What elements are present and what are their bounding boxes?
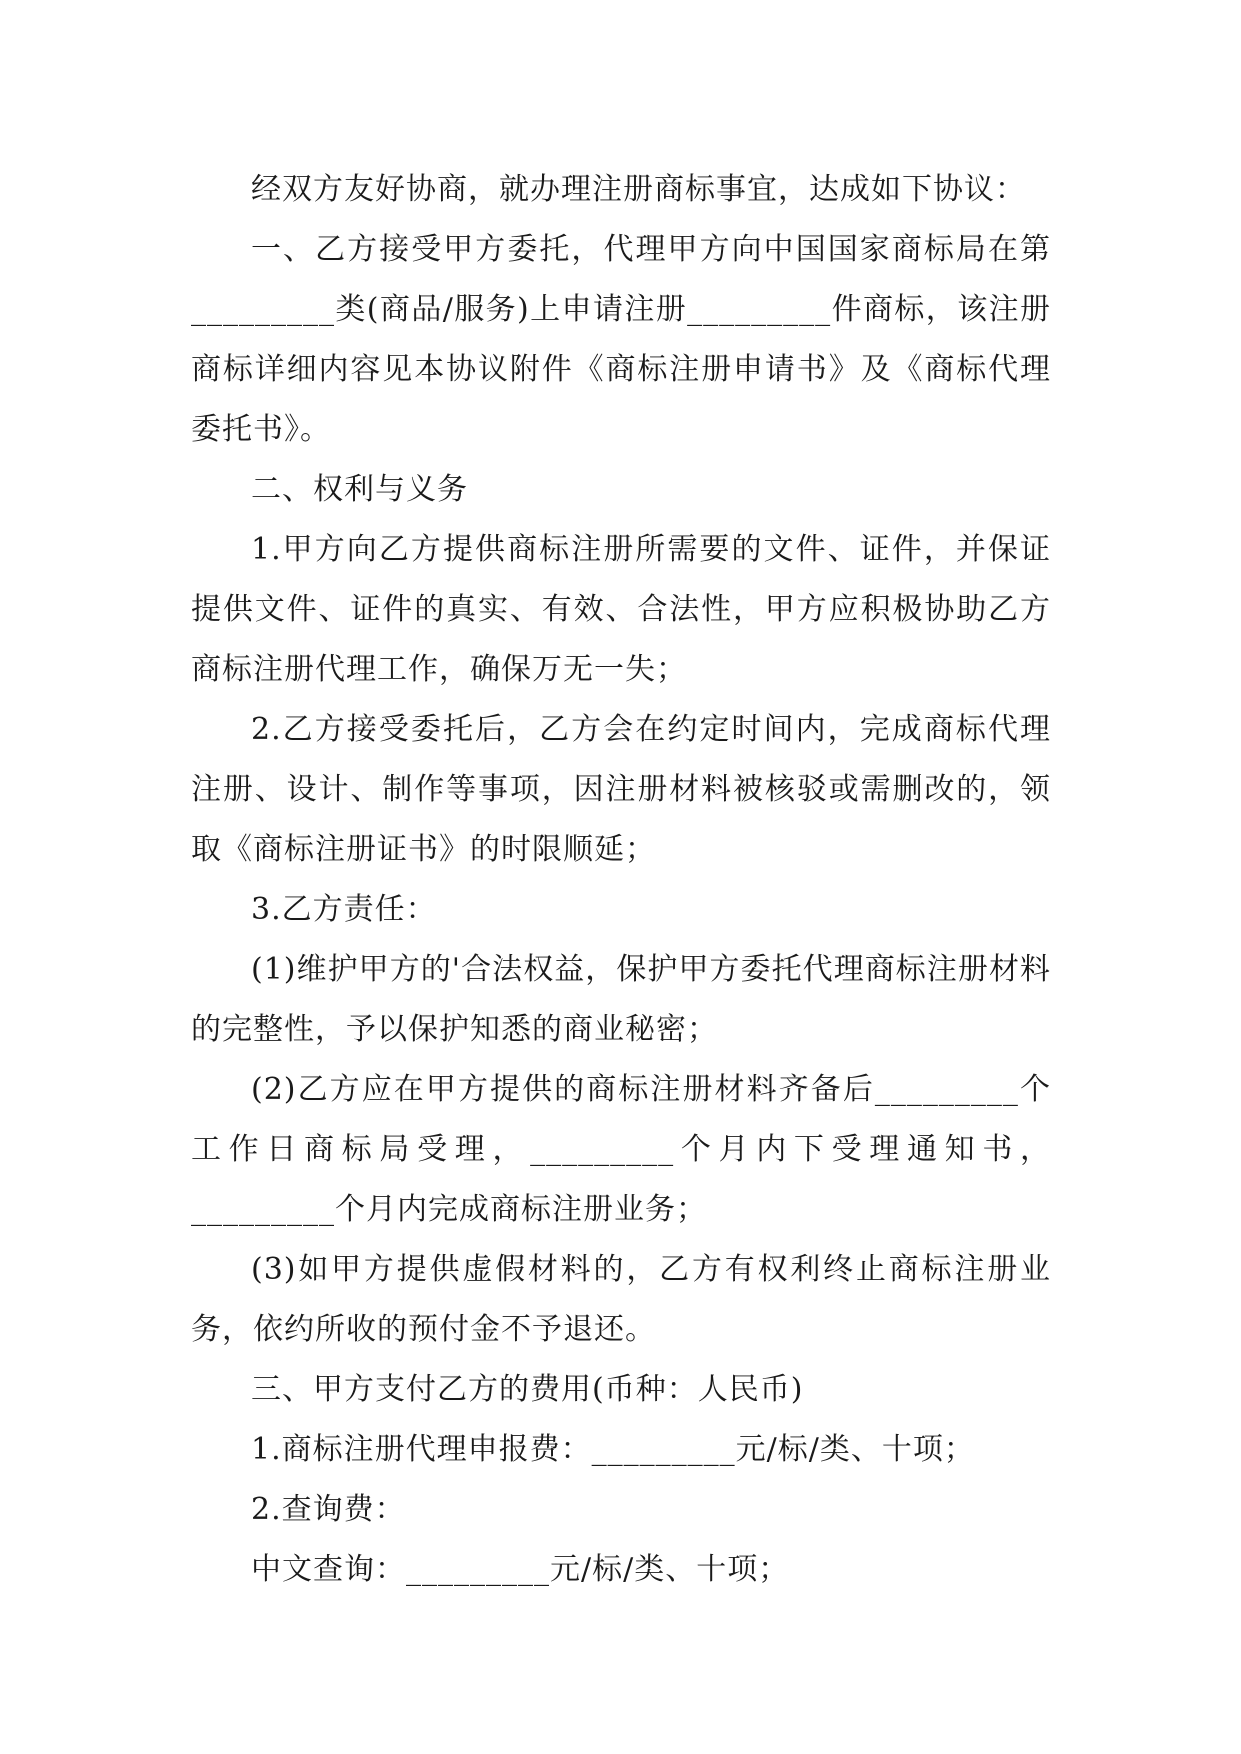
sub-item-false-materials: (3)如甲方提供虚假材料的，乙方有权利终止商标注册业务，依约所收的预付金不予退还。 (191, 1252, 1051, 1347)
sub-item-timeline: (2)乙方应在甲方提供的商标注册材料齐备后_________个工作日商标局受理，_________个月内下受理通知书，_________个月内完成商标注册业务； (191, 1072, 1051, 1227)
item-party-b-acceptance: 2.乙方接受委托后，乙方会在约定时间内，完成商标代理注册、设计、制作等事项，因注册材料被核驳或需删改的，领取《商标注册证书》的时限顺延； (191, 712, 1051, 867)
item-party-b-responsibility: 3.乙方责任： (251, 892, 437, 927)
item-party-a-documents: 1.甲方向乙方提供商标注册所需要的文件、证件，并保证提供文件、证件的真实、有效、合法性，甲方应积极协助乙方商标注册代理工作，确保万无一失； (191, 532, 1051, 687)
section-fees: 三、甲方支付乙方的费用(币种：人民币) (251, 1372, 804, 1407)
fee-query: 2.查询费： (251, 1492, 406, 1527)
clause-one: 一、乙方接受甲方委托，代理甲方向中国国家商标局在第_________类(商品/服务)上申请注册_________件商标，该注册商标详细内容见本协议附件《商标注册申请书》及《商标代理委托书》。 (191, 232, 1051, 447)
fee-application: 1.商标注册代理申报费：_________元/标/类、十项； (251, 1432, 975, 1467)
sub-item-protect-rights: (1)维护甲方的'合法权益，保护甲方委托代理商标注册材料的完整性，予以保护知悉的商业秘密； (191, 952, 1051, 1047)
fee-chinese-query: 中文查询：_________元/标/类、十项； (251, 1552, 790, 1587)
document-body (191, 160, 1051, 1600)
section-rights-obligations: 二、权利与义务 (251, 472, 468, 507)
agreement-intro: 经双方友好协商，就办理注册商标事宜，达成如下协议： (251, 172, 1026, 207)
